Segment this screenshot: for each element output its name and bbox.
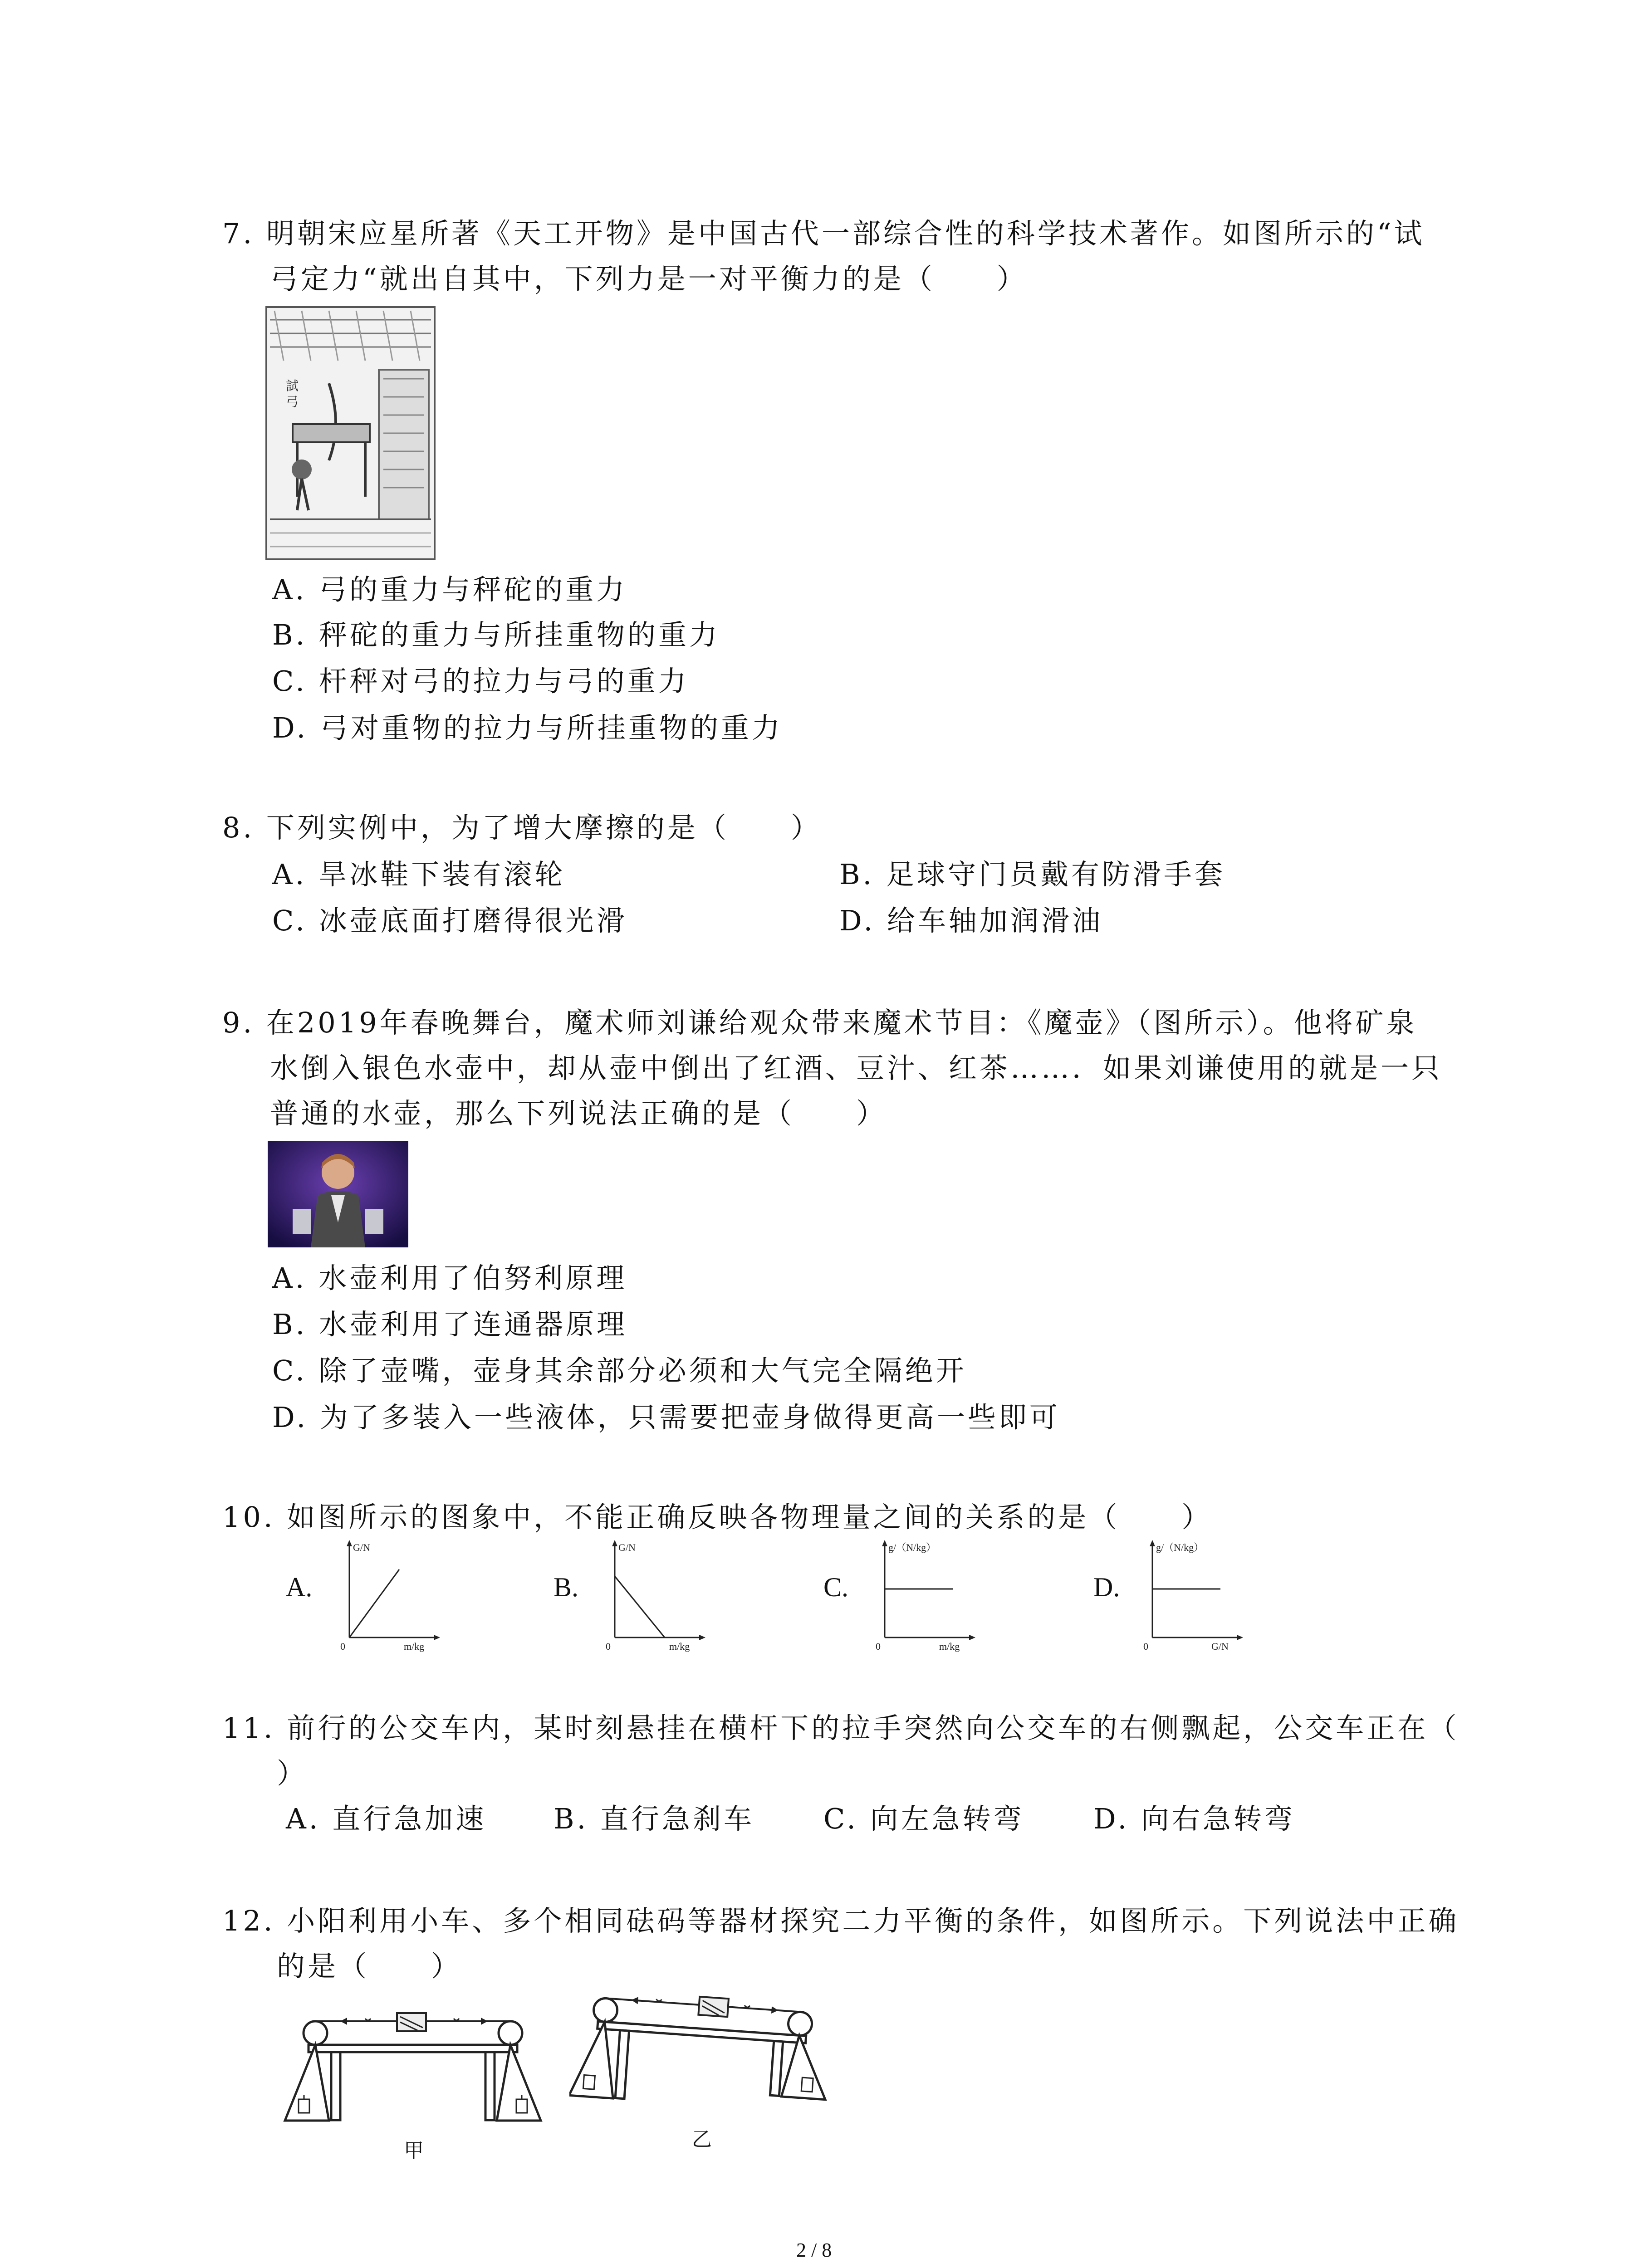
q10-graph-d-xlabel: G/N [1211, 1641, 1229, 1652]
q11-option-c: C. 向左急转弯 [823, 1802, 1024, 1835]
q10-graph-d-ylabel: g/（N/kg） [1156, 1542, 1204, 1553]
q9-option-b: B. 水壶利用了连通器原理 [272, 1308, 627, 1341]
q12-figure-jia [281, 1991, 544, 2127]
q11-text-line1: 11. 前行的公交车内，某时刻悬挂在横杆下的拉手突然向公交车的右侧飘起，公交车正在（ [222, 1711, 1460, 1745]
q10-graph-c-xlabel: m/kg [939, 1641, 960, 1652]
svg-text:弓: 弓 [286, 394, 299, 409]
q11-option-b: B. 直行急刹车 [554, 1802, 754, 1835]
q12-figure-yi-label: 乙 [692, 2128, 712, 2151]
q10-graph-b-ylabel: G/N [618, 1542, 636, 1553]
q10-graph-a-ylabel: G/N [353, 1542, 370, 1553]
q10-graph-c-origin: 0 [876, 1641, 881, 1652]
q10-graph-a [336, 1535, 445, 1653]
q7-option-b: B. 秤砣的重力与所挂重物的重力 [272, 618, 720, 651]
q11-text-line2: ） [277, 1757, 308, 1790]
q10-graph-b-label: B. [554, 1572, 579, 1602]
q11-option-d: D. 向右急转弯 [1093, 1802, 1295, 1835]
q8-option-a: A. 旱冰鞋下装有滚轮 [272, 858, 566, 891]
q9-text-line1: 9. 在2019年春晚舞台，魔术师刘谦给观众带来魔术节目：《魔壶》（图所示）。他将矿泉 [222, 1006, 1417, 1039]
q7-option-c: C. 杆秤对弓的拉力与弓的重力 [272, 665, 689, 698]
q9-magician-photo [268, 1141, 408, 1247]
q7-option-d: D. 弓对重物的拉力与所挂重物的重力 [272, 711, 783, 744]
q10-text-line1: 10. 如图所示的图象中，不能正确反映各物理量之间的关系的是（ ） [222, 1501, 1213, 1534]
q7-text-line1: 7. 明朝宋应星所著《天工开物》是中国古代一部综合性的科学技术著作。如图所示的“试 [222, 217, 1425, 250]
q8-option-b: B. 足球守门员戴有防滑手套 [839, 858, 1225, 891]
q10-graph-d-origin: 0 [1143, 1641, 1148, 1652]
q7-text-line2: 弓定力“就出自其中，下列力是一对平衡力的是（ ） [270, 262, 1028, 295]
q8-option-c: C. 冰壶底面打磨得很光滑 [272, 904, 627, 937]
q10-graph-a-label: A. [286, 1572, 313, 1602]
q9-option-c: C. 除了壶嘴，壶身其余部分必须和大气完全隔绝开 [272, 1354, 967, 1387]
q9-option-d: D. 为了多装入一些液体，只需要把壶身做得更高一些即可 [272, 1401, 1060, 1434]
q10-graph-b-line [615, 1576, 665, 1637]
q10-graph-c [871, 1535, 980, 1653]
q8-option-d: D. 给车轴加润滑油 [839, 904, 1103, 937]
q10-graph-d-label: D. [1093, 1572, 1120, 1602]
q10-graph-a-origin: 0 [340, 1641, 345, 1652]
q11-option-a: A. 直行急加速 [286, 1802, 487, 1835]
q9-text-line2: 水倒入银色水壶中，却从壶中倒出了红酒、豆汁、红茶……．如果刘谦使用的就是一只 [270, 1051, 1443, 1085]
q10-graph-b-xlabel: m/kg [669, 1641, 690, 1652]
q9-text-line3: 普通的水壶，那么下列说法正确的是（ ） [270, 1097, 887, 1130]
q10-graph-d [1139, 1535, 1248, 1653]
q12-text-line2: 的是（ ） [277, 1950, 462, 1983]
q9-option-a: A. 水壶利用了伯努利原理 [272, 1261, 627, 1295]
q10-graph-a-xlabel: m/kg [404, 1641, 425, 1652]
q10-graph-b [601, 1535, 710, 1653]
q12-text-line1: 12. 小阳利用小车、多个相同砝码等器材探究二力平衡的条件，如图所示。下列说法中正确 [222, 1904, 1460, 1937]
q12-figure-jia-label: 甲 [404, 2139, 424, 2162]
q10-graph-b-origin: 0 [606, 1641, 611, 1652]
q10-graph-c-label: C. [823, 1572, 849, 1602]
q8-text-line1: 8. 下列实例中，为了增大摩擦的是（ ） [222, 811, 822, 844]
svg-text:試: 試 [286, 378, 299, 393]
q10-graph-a-line [349, 1569, 399, 1637]
page-number: 2 / 8 [796, 2239, 832, 2261]
q7-woodcut-image [265, 306, 436, 560]
q10-graph-c-ylabel: g/（N/kg） [888, 1542, 936, 1553]
q12-figure-yi [569, 1975, 842, 2125]
q7-option-a: A. 弓的重力与秤砣的重力 [272, 573, 627, 606]
